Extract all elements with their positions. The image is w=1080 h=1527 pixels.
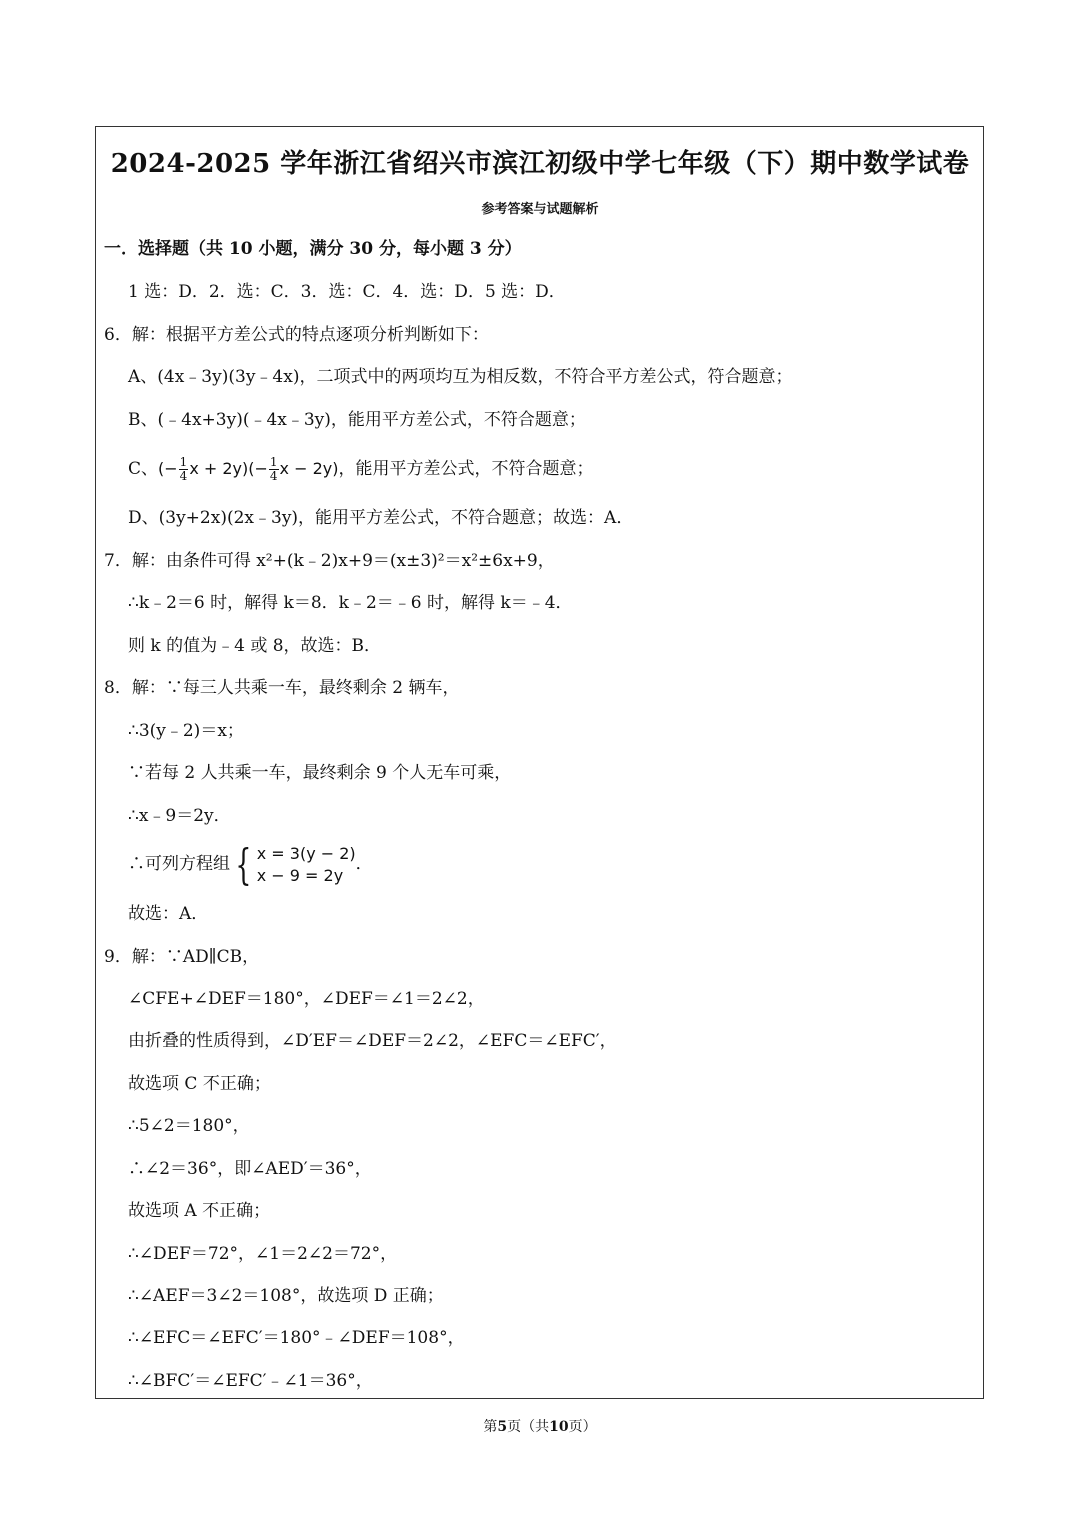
q6-c-prefix: C、	[128, 459, 159, 479]
answers-1-5: 1 选：D．2．选：C．3．选：C．4．选：D．5 选：D．	[128, 282, 566, 302]
q6-c-frac1-den: 4	[179, 469, 188, 483]
q6-intro: 6．解：根据平方差公式的特点逐项分析判断如下：	[104, 325, 489, 345]
q6-c-expr1: (−	[158, 459, 178, 478]
q9-line-2: ∠CFE+∠DEF＝180°，∠DEF＝∠1＝2∠2，	[128, 989, 485, 1009]
page-subtitle: 参考答案与试题解析	[481, 202, 599, 217]
q8-line-3: ∵若每 2 人共乘一车，最终剩余 9 个人无车可乘，	[128, 763, 512, 783]
q6-c-fraction-1	[179, 456, 189, 483]
page-title: 2024-2025 学年浙江省绍兴市滨江初级中学七年级（下）期中数学试卷	[110, 149, 970, 179]
footer-mid: 页（共	[507, 1419, 550, 1435]
q6-option-a: A、(4x﹣3y)(3y﹣4x)，二项式中的两项均互为相反数，不符合平方差公式，符合题意；	[128, 367, 793, 387]
q9-line-4: 故选项 C 不正确；	[128, 1074, 271, 1094]
q9-line-11: ∴∠BFC′＝∠EFC′﹣∠1＝36°，	[128, 1371, 373, 1391]
q8-equation-system	[128, 840, 373, 888]
q9-line-3: 由折叠的性质得到，∠D′EF＝∠DEF＝2∠2，∠EFC＝∠EFC′，	[128, 1031, 617, 1051]
section-heading-choice: 一．选择题（共 10 小题，满分 30 分，每小题 3 分）	[104, 239, 522, 259]
q9-line-1: 9．解：∵AD∥CB，	[104, 947, 260, 967]
q6-c-expr2: x + 2y)(−	[189, 459, 268, 478]
q6-c-frac1-num: 1	[179, 455, 188, 469]
q8-line-1: 8．解：∵每三人共乘一车，最终剩余 2 辆车，	[104, 678, 460, 698]
q6-option-b: B、(﹣4x+3y)(﹣4x﹣3y)，能用平方差公式，不符合题意；	[128, 410, 586, 430]
q8-line-4: ∴x﹣9＝2y．	[128, 806, 231, 826]
q9-line-7: 故选项 A 不正确；	[128, 1201, 271, 1221]
q8-system-suffix: ．	[355, 854, 373, 874]
q8-line-2: ∴3(y﹣2)＝x；	[128, 721, 244, 741]
q7-line-1: 7．解：由条件可得 x²+(k﹣2)x+9＝(x±3)²＝x²±6x+9，	[104, 551, 555, 571]
q6-c-frac2-den: 4	[269, 469, 278, 483]
q9-line-10: ∴∠EFC＝∠EFC′＝180°﹣∠DEF＝108°，	[128, 1328, 465, 1348]
q6-option-c	[128, 450, 593, 488]
left-brace-icon: {	[235, 839, 252, 889]
equation-system	[257, 843, 356, 887]
q9-line-9: ∴∠AEF＝3∠2＝108°，故选项 D 正确；	[128, 1286, 444, 1306]
q7-line-3: 则 k 的值为﹣4 或 8，故选：B．	[128, 636, 382, 656]
q6-c-frac2-num: 1	[269, 455, 278, 469]
q7-line-2: ∴k﹣2＝6 时，解得 k＝8．k﹣2＝﹣6 时，解得 k＝﹣4．	[128, 593, 573, 613]
q6-option-d: D、(3y+2x)(2x﹣3y)，能用平方差公式，不符合题意；故选：A．	[128, 508, 634, 528]
q6-c-suffix: ，能用平方差公式，不符合题意；	[338, 459, 594, 479]
q9-line-5: ∴5∠2＝180°，	[128, 1116, 250, 1136]
page-number-footer	[0, 1416, 1080, 1436]
q6-c-fraction-2	[269, 456, 279, 483]
equation-2: x − 9 = 2y	[256, 865, 344, 885]
q9-line-6: ∴∠2＝36°，即∠AED′＝36°，	[128, 1159, 372, 1179]
q8-system-prefix: ∴可列方程组	[128, 854, 230, 874]
q9-line-8: ∴∠DEF＝72°，∠1＝2∠2＝72°，	[128, 1244, 398, 1264]
footer-suffix: 页）	[568, 1419, 597, 1435]
q8-line-6: 故选：A．	[128, 904, 209, 924]
equation-1: x = 3(y − 2)	[256, 843, 356, 863]
current-page: 5	[497, 1419, 508, 1435]
q6-c-expr3: x − 2y)	[279, 459, 339, 478]
total-pages: 10	[549, 1419, 569, 1435]
footer-prefix: 第	[483, 1419, 498, 1435]
